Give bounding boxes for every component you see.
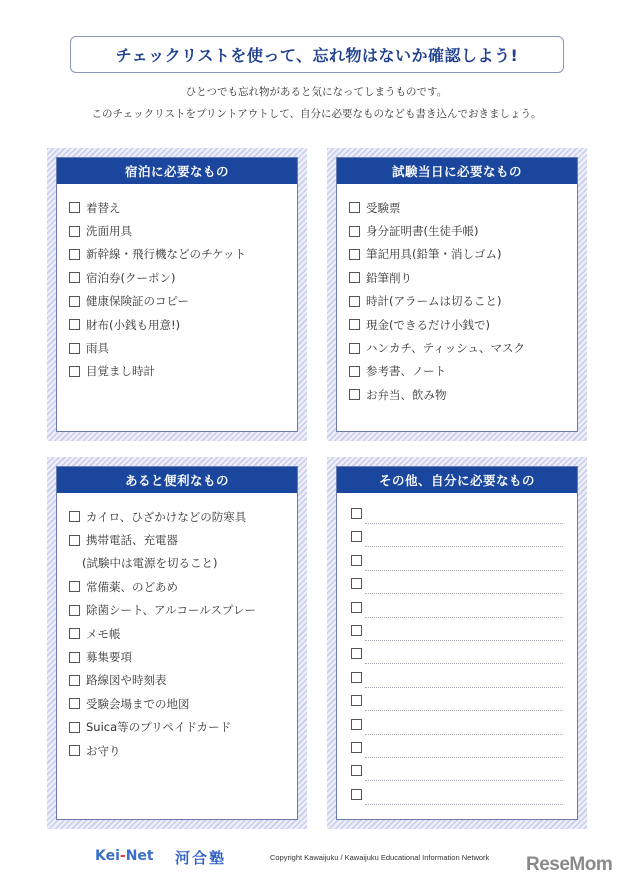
checklist-item[interactable] bbox=[69, 716, 297, 739]
checklist-item[interactable] bbox=[349, 196, 577, 219]
checklist-item[interactable] bbox=[349, 336, 577, 359]
checkbox-icon[interactable] bbox=[351, 789, 362, 800]
write-in-line[interactable] bbox=[365, 593, 563, 594]
checklist-item[interactable] bbox=[69, 645, 297, 668]
blank-checklist-row[interactable] bbox=[351, 691, 577, 714]
blank-checklist-row[interactable] bbox=[351, 621, 577, 644]
card-other bbox=[327, 457, 587, 829]
item-label: 路線図や時刻表 bbox=[86, 673, 167, 688]
card-lodging bbox=[47, 148, 307, 441]
checklist-item[interactable] bbox=[69, 313, 297, 336]
write-in-line[interactable] bbox=[365, 804, 563, 805]
card-header: 宿泊に必要なもの bbox=[57, 158, 297, 184]
checklist-item[interactable] bbox=[349, 290, 577, 313]
blank-checklist-row[interactable] bbox=[351, 574, 577, 597]
item-label: メモ帳 bbox=[86, 626, 121, 641]
checklist-item[interactable] bbox=[69, 360, 297, 383]
checkbox-icon[interactable] bbox=[69, 652, 80, 663]
write-in-line[interactable] bbox=[365, 617, 563, 618]
item-label: カイロ、ひざかけなどの防寒具 bbox=[86, 509, 247, 524]
checklist-item[interactable] bbox=[69, 599, 297, 622]
checklist-item[interactable] bbox=[69, 739, 297, 762]
item-note: (試験中は電源を切ること) bbox=[82, 556, 218, 571]
checklist-item[interactable] bbox=[69, 196, 297, 219]
checkbox-icon[interactable] bbox=[69, 628, 80, 639]
write-in-line[interactable] bbox=[365, 546, 563, 547]
card-body bbox=[56, 466, 298, 820]
card-useful bbox=[47, 457, 307, 829]
item-label: 時計(アラームは切ること) bbox=[366, 294, 502, 309]
checkbox-icon[interactable] bbox=[351, 578, 362, 589]
blank-checklist-row[interactable] bbox=[351, 527, 577, 550]
card-body bbox=[56, 157, 298, 432]
checklist-item-note bbox=[69, 552, 297, 575]
item-label: 除菌シート、アルコールスプレー bbox=[86, 603, 256, 618]
checklist-item[interactable] bbox=[69, 669, 297, 692]
checkbox-icon[interactable] bbox=[69, 296, 80, 307]
checkbox-icon[interactable] bbox=[69, 535, 80, 546]
checklist bbox=[337, 184, 577, 407]
checklist-item[interactable] bbox=[349, 383, 577, 406]
blank-checklist-row[interactable] bbox=[351, 598, 577, 621]
checkbox-icon[interactable] bbox=[69, 272, 80, 283]
checklist bbox=[57, 493, 297, 762]
checkbox-icon[interactable] bbox=[351, 672, 362, 683]
checklist-item[interactable] bbox=[349, 313, 577, 336]
checkbox-icon[interactable] bbox=[69, 605, 80, 616]
write-in-line[interactable] bbox=[365, 570, 563, 571]
copyright: Copyright Kawaijuku / Kawaijuku Educational Information Network bbox=[270, 853, 490, 862]
blank-checklist-row[interactable] bbox=[351, 761, 577, 784]
item-label: 目覚まし時計 bbox=[86, 364, 155, 379]
kawaijuku-logo: 河合塾 bbox=[175, 849, 227, 867]
footer bbox=[0, 846, 633, 876]
checkbox-icon[interactable] bbox=[69, 581, 80, 592]
write-in-line[interactable] bbox=[365, 640, 563, 641]
intro-line-2: このチェックリストをプリントアウトして、自分に必要なものなども書き込んでおきましょう。 bbox=[91, 108, 542, 120]
blank-checklist-row[interactable] bbox=[351, 668, 577, 691]
checkbox-icon[interactable] bbox=[349, 202, 360, 213]
checkbox-icon[interactable] bbox=[349, 249, 360, 260]
blank-checklist-row[interactable] bbox=[351, 715, 577, 738]
intro-line-1: ひとつでも忘れ物があると気になってしまうものです。 bbox=[185, 86, 448, 98]
checkbox-icon[interactable] bbox=[349, 296, 360, 307]
checkbox-icon[interactable] bbox=[351, 508, 362, 519]
resemom-watermark: ReseMom bbox=[526, 854, 613, 875]
checkbox-icon[interactable] bbox=[349, 319, 360, 330]
page-title: チェックリストを使って、忘れ物はないか確認しよう! bbox=[115, 46, 519, 65]
checkbox-icon[interactable] bbox=[349, 343, 360, 354]
write-in-line[interactable] bbox=[365, 734, 563, 735]
checkbox-icon[interactable] bbox=[349, 226, 360, 237]
checkbox-icon[interactable] bbox=[69, 366, 80, 377]
checkbox-icon[interactable] bbox=[69, 511, 80, 522]
item-label: 参考書、ノート bbox=[366, 364, 447, 379]
checklist-item[interactable] bbox=[69, 219, 297, 242]
item-label: 募集要項 bbox=[86, 650, 132, 665]
item-label: 雨具 bbox=[86, 341, 109, 356]
checkbox-icon[interactable] bbox=[69, 226, 80, 237]
checklist-item[interactable] bbox=[349, 266, 577, 289]
item-label: お弁当、飲み物 bbox=[366, 387, 447, 402]
write-in-line[interactable] bbox=[365, 523, 563, 524]
checkbox-icon[interactable] bbox=[69, 249, 80, 260]
item-label: 洗面用具 bbox=[86, 224, 132, 239]
write-in-line[interactable] bbox=[365, 687, 563, 688]
item-label: 鉛筆削り bbox=[366, 270, 412, 285]
checklist-item[interactable] bbox=[69, 266, 297, 289]
item-label: 筆記用具(鉛筆・消しゴム) bbox=[366, 247, 502, 262]
item-label: 新幹線・飛行機などのチケット bbox=[86, 247, 246, 262]
checkbox-icon[interactable] bbox=[69, 698, 80, 709]
card-header: あると便利なもの bbox=[57, 467, 297, 493]
checklist-item[interactable] bbox=[69, 528, 297, 551]
checklist-item[interactable] bbox=[69, 243, 297, 266]
blank-checklist bbox=[337, 493, 577, 808]
write-in-line[interactable] bbox=[365, 780, 563, 781]
checkbox-icon[interactable] bbox=[69, 745, 80, 756]
checkbox-icon[interactable] bbox=[351, 742, 362, 753]
keinet-logo: Kei-Net bbox=[95, 848, 154, 864]
checklist-item[interactable] bbox=[69, 692, 297, 715]
write-in-line[interactable] bbox=[365, 757, 563, 758]
card-header: 試験当日に必要なもの bbox=[337, 158, 577, 184]
blank-checklist-row[interactable] bbox=[351, 785, 577, 808]
checklist-item[interactable] bbox=[69, 336, 297, 359]
checkbox-icon[interactable] bbox=[69, 202, 80, 213]
checklist-item[interactable] bbox=[69, 622, 297, 645]
card-exam-day bbox=[327, 148, 587, 441]
checkbox-icon[interactable] bbox=[351, 531, 362, 542]
checkbox-icon[interactable] bbox=[351, 765, 362, 776]
checklist-item[interactable] bbox=[69, 505, 297, 528]
item-label: 財布(小銭も用意!) bbox=[86, 317, 181, 332]
card-header: その他、自分に必要なもの bbox=[337, 467, 577, 493]
checkbox-icon[interactable] bbox=[69, 343, 80, 354]
checklist-item[interactable] bbox=[69, 290, 297, 313]
card-body bbox=[336, 157, 578, 432]
item-label: 宿泊券(クーポン) bbox=[86, 270, 176, 285]
checklist-item[interactable] bbox=[349, 360, 577, 383]
checkbox-icon[interactable] bbox=[349, 272, 360, 283]
item-label: 受験票 bbox=[366, 200, 401, 215]
item-label: Suica等のプリペイドカード bbox=[86, 720, 232, 735]
item-label: 受験会場までの地図 bbox=[86, 696, 190, 711]
item-label: お守り bbox=[86, 743, 121, 758]
item-label: 身分証明書(生徒手帳) bbox=[366, 224, 479, 239]
checkbox-icon[interactable] bbox=[351, 602, 362, 613]
checkbox-icon[interactable] bbox=[351, 648, 362, 659]
item-label: 携帯電話、充電器 bbox=[86, 533, 178, 548]
checkbox-icon[interactable] bbox=[349, 366, 360, 377]
checklist-item[interactable] bbox=[349, 243, 577, 266]
item-label: 健康保険証のコピー bbox=[86, 294, 190, 309]
item-label: ハンカチ、ティッシュ、マスク bbox=[366, 341, 526, 356]
checklist-item[interactable] bbox=[69, 575, 297, 598]
checkbox-icon[interactable] bbox=[351, 719, 362, 730]
title-banner bbox=[70, 36, 564, 73]
checklist bbox=[57, 184, 297, 383]
item-label: 現金(できるだけ小銭で) bbox=[366, 317, 490, 332]
card-body bbox=[336, 466, 578, 820]
checkbox-icon[interactable] bbox=[69, 319, 80, 330]
checklist-item[interactable] bbox=[349, 219, 577, 242]
item-label: 常備薬、のどあめ bbox=[86, 579, 178, 594]
item-label: 着替え bbox=[86, 200, 121, 215]
checkbox-icon[interactable] bbox=[351, 555, 362, 566]
blank-checklist-row[interactable] bbox=[351, 644, 577, 667]
checkbox-icon[interactable] bbox=[69, 675, 80, 686]
checkbox-icon[interactable] bbox=[349, 389, 360, 400]
write-in-line[interactable] bbox=[365, 663, 563, 664]
checkbox-icon[interactable] bbox=[351, 695, 362, 706]
checkbox-icon[interactable] bbox=[351, 625, 362, 636]
blank-checklist-row[interactable] bbox=[351, 504, 577, 527]
blank-checklist-row[interactable] bbox=[351, 738, 577, 761]
write-in-line[interactable] bbox=[365, 710, 563, 711]
blank-checklist-row[interactable] bbox=[351, 551, 577, 574]
checkbox-icon[interactable] bbox=[69, 722, 80, 733]
